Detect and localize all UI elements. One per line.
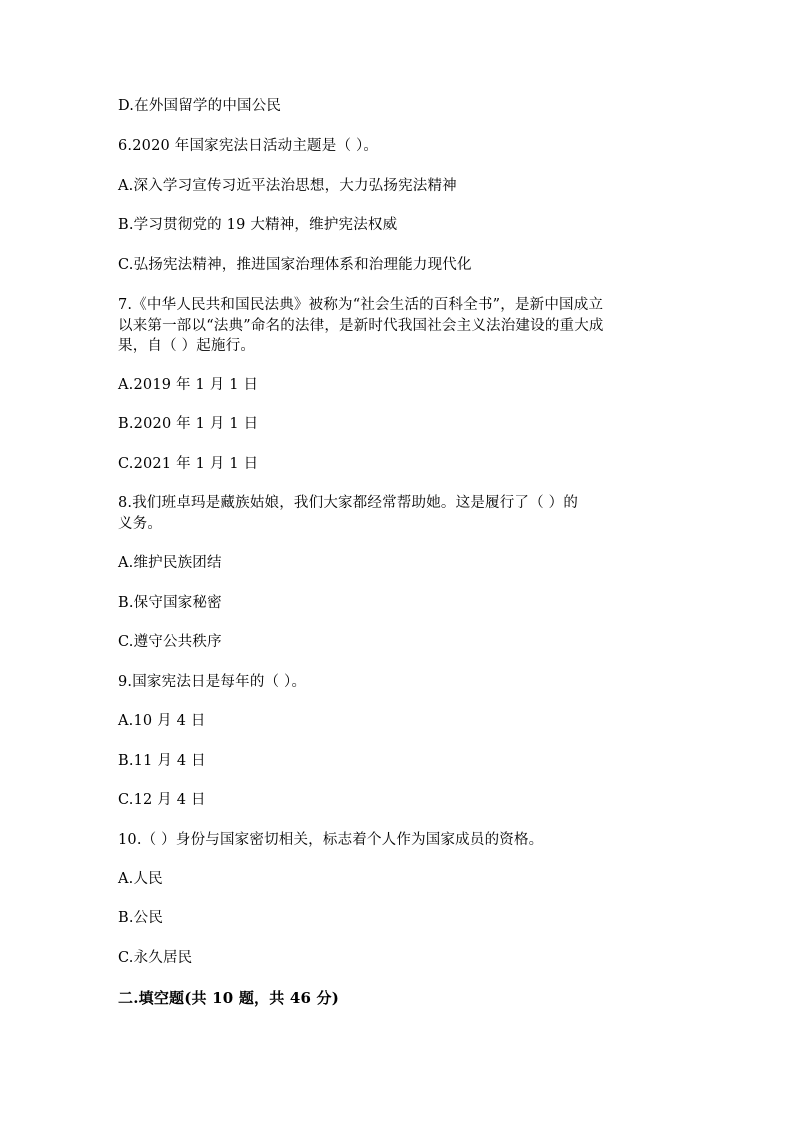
q6-stem: 6.2020 年国家宪法日活动主题是（ ）。	[118, 138, 379, 154]
q7-option-b: B.2020 年 1 月 1 日	[118, 416, 259, 432]
q10-stem: 10.（ ）身份与国家密切相关，标志着个人作为国家成员的资格。	[118, 832, 544, 848]
q8-stem-line-1: 8.我们班卓玛是藏族姑娘，我们大家都经常帮助她。这是履行了（ ）的	[118, 495, 579, 511]
q7-stem-line-1: 7.《中华人民共和国民法典》被称为“社会生活的百科全书”，是新中国成立	[118, 297, 604, 313]
q7-stem-line-2: 以来第一部以“法典”命名的法律，是新时代我国社会主义法治建设的重大成	[118, 318, 604, 334]
q8-option-c: C.遵守公共秩序	[118, 634, 222, 650]
q6-option-b: B.学习贯彻党的 19 大精神，维护宪法权威	[118, 217, 398, 233]
q10-option-a: A.人民	[118, 871, 163, 887]
q9-option-a: A.10 月 4 日	[118, 713, 206, 729]
q5-option-d: D.在外国留学的中国公民	[118, 98, 282, 114]
q9-option-c: C.12 月 4 日	[118, 792, 206, 808]
q7-option-a: A.2019 年 1 月 1 日	[118, 377, 259, 393]
q6-option-c: C.弘扬宪法精神，推进国家治理体系和治理能力现代化	[118, 257, 472, 273]
q10-option-c: C.永久居民	[118, 950, 193, 966]
q9-stem: 9.国家宪法日是每年的（ ）。	[118, 674, 307, 690]
q9-option-b: B.11 月 4 日	[118, 753, 206, 769]
q8-option-a: A.维护民族团结	[118, 555, 222, 571]
q10-option-b: B.公民	[118, 910, 164, 926]
q6-option-a: A.深入学习宣传习近平法治思想，大力弘扬宪法精神	[118, 178, 457, 194]
q8-stem-line-2: 义务。	[118, 516, 163, 532]
q8-option-b: B.保守国家秘密	[118, 595, 222, 611]
q7-option-c: C.2021 年 1 月 1 日	[118, 456, 259, 472]
q7-stem-line-3: 果，自（ ）起施行。	[118, 338, 256, 354]
section-heading: 二.填空题(共 10 题，共 46 分)	[118, 989, 340, 1007]
